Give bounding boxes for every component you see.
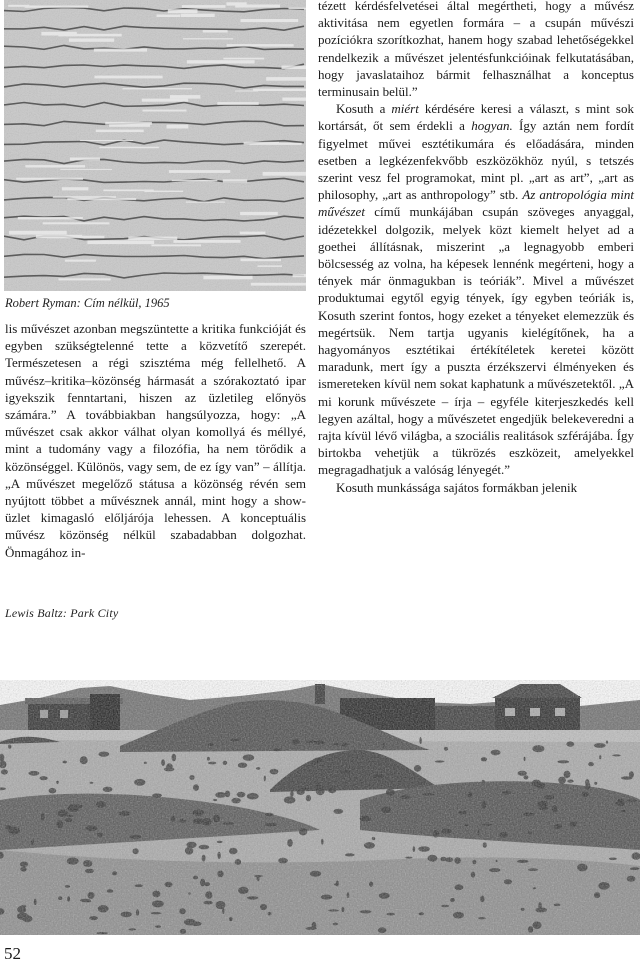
work-title: Az antropológia mint művészet [318, 187, 634, 220]
left-text-column [5, 320, 306, 561]
ryman-caption: Robert Ryman: Cím nélkül, 1965 [5, 296, 170, 310]
right-text-column [318, 0, 634, 496]
baltz-landscape-image [0, 680, 640, 935]
emphasis-miert: miért [391, 101, 419, 117]
baltz-caption: Lewis Baltz: Park City [5, 606, 119, 620]
emphasis-hogyan: hogyan. [471, 118, 513, 134]
ryman-painting-image [4, 0, 306, 291]
right-paragraph-1: tézett kérdésfelvetései által megértheti, hogy a művész aktivitása nem egyetlen formára – a csupán művészi pozíciókra szorítkozhat, hanem hogy szabad lehetőségekkel rendelkezik a művészet jelentésfunkcióinak felkutatásában, hogy javaslataihoz bármit felhasználhat a konceptus terminusain belül.” [318, 0, 634, 100]
page-number: 52 [4, 944, 21, 963]
left-paragraph: lis művészet azonban megszüntette a kritika funkcióját és egyben szükségtelenné tette a közvetítő szerepét. Természetesen a régi szisztéma még fellelhető. A művész–kritika–közönség hármasát a szórakoztató ipar igyekszik fenntartani, hiszen az üzletileg előnyös számára.” A továbbiakban hangsúlyozza, hogy: „A művészet csak akkor válhat olyan komollyá és méllyé, mint a tudomány vagy a filozófia, ha nem törődik a közönséggel. Különös, vagy sem, de ez így van” – állítja. „A művészet megelőző státusa a közönség révén sem nyújtott többet a művésznek annál, mint hogy a show-üzlet kimagasló előljárója lehessen. A konceptuális művész közönség nélkül szabadabban dolgozhat. Önmagához in- [5, 321, 306, 560]
right-paragraph-2: Kosuth a miért kérdésére keresi a választ, s mint sok kortársát, őt sem érdekli a hogyan. Így aztán nem fordít figyelmet művei esztétikumára és előadására, minden esetben a legkézenfekvőbb eszközökhöz nyúl, s tetszés szerint vesz fel programokat, mint pl. „art as art”, „art as philosophy, „art as anthropology” stb. Az antropológia mint művészet című munkájában csupán szöveges anyaggal, idézetekkel dolgozik, melyek közt kiemelt helyet ad a goethei állításnak, miszerint „a legnagyobb emberi bölcsesség az volna, ha képesek lennénk megérteni, hogy a tények már önmagukban is teóriák”. Mivel a művészet produktumai egytől egyig tények, így egyben teóriák is, Kosuth szerint fontos, hogy ezeket a tényeket elemezzük és megértsük. Nem tartja ugyanis kielégítőnek, ha a hagyományos esztétikai értékítéletek keretei között maradunk, mert így a puszta érzékszervi élményeken és ismereteken kívül nem sokat kaphatunk a művészetektől. „A mi korunk művészete – írja – egyféle kiterjeszkedés kell legyen azáltal, hogy a művészetet engedjük belekeveredni a rajta kívül lévő világba, a szociális realitások szférájába. Így birtokba vehetjük a tükrözés eszközeit, amelyekkel megragadhatjuk a valóság lényegét.” [318, 101, 634, 478]
right-paragraph-3: Kosuth munkássága sajátos formákban jelenik [336, 479, 578, 495]
